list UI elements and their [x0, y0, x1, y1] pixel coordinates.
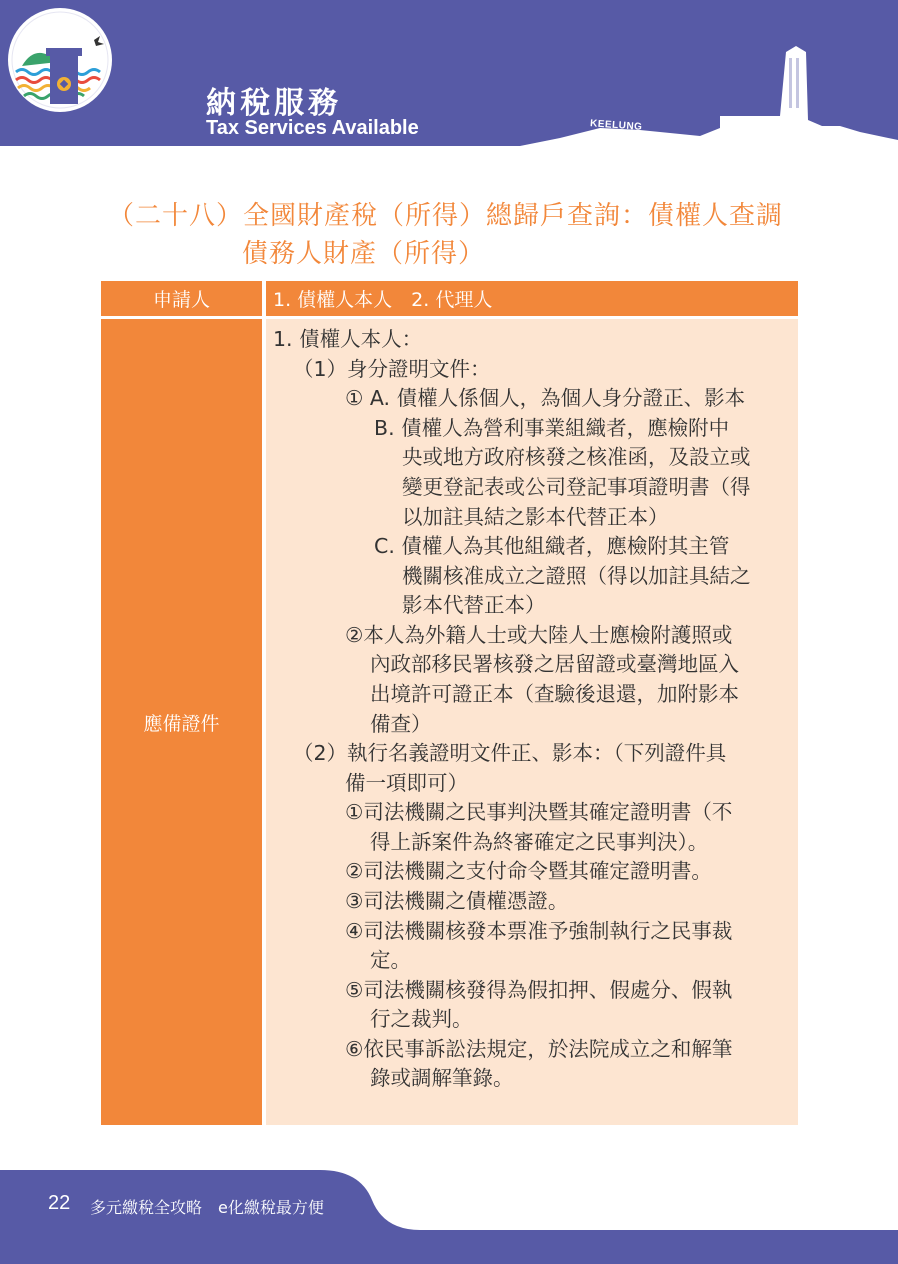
doc-line: ④司法機關核發本票准予強制執行之民事裁: [345, 919, 733, 943]
doc-line: 定。: [370, 948, 411, 972]
doc-line: 出境許可證正本（查驗後退還，加附影本: [370, 682, 739, 706]
doc-line: 變更登記表或公司登記事項證明書（得: [402, 475, 751, 499]
doc-line: ①司法機關之民事判決暨其確定證明書（不: [345, 800, 733, 824]
doc-line: 1. 債權人本人：: [273, 327, 423, 351]
doc-line: 備一項即可）: [345, 771, 468, 795]
doc-line: 備查）: [370, 712, 432, 736]
doc-line: （2）執行名義證明文件正、影本：（下列證件具: [293, 741, 727, 765]
brand-title-zh: 納稅服務: [206, 86, 342, 121]
doc-line: B. 債權人為營利事業組織者，應檢附中: [374, 416, 730, 440]
doc-line: 影本代替正本）: [402, 593, 546, 617]
documents-label: 應備證件: [101, 319, 262, 1125]
doc-line: ②本人為外籍人士或大陸人士應檢附護照或: [345, 623, 733, 647]
doc-line: 行之裁判。: [370, 1007, 473, 1031]
header-banner: [0, 0, 898, 150]
doc-line: （1）身分證明文件：: [293, 357, 491, 381]
doc-line: 錄或調解筆錄。: [370, 1066, 514, 1090]
brand-title-en: Tax Services Available: [206, 117, 419, 139]
requirements-table: [101, 281, 798, 1125]
doc-line: 機關核准成立之證照（得以加註具結之: [402, 564, 751, 588]
skyline-label: KEELUNG: [589, 118, 643, 133]
keelung-logo: [0, 0, 120, 120]
doc-line: ②司法機關之支付命令暨其確定證明書。: [345, 859, 712, 883]
doc-line: ⑥依民事訴訟法規定，於法院成立之和解筆: [345, 1037, 733, 1061]
page-header: [0, 0, 898, 150]
doc-line: ⑤司法機關核發得為假扣押、假處分、假執: [345, 978, 733, 1002]
page-footer: [0, 1170, 898, 1264]
applicant-label: 申請人: [101, 281, 262, 316]
section-title: [108, 197, 828, 273]
applicant-value: 1. 債權人本人 2. 代理人: [266, 281, 798, 316]
doc-line: ① A. 債權人係個人，為個人身分證正、影本: [345, 386, 746, 410]
doc-line: ③司法機關之債權憑證。: [345, 889, 569, 913]
doc-line: 內政部移民署核發之居留證或臺灣地區入: [370, 652, 739, 676]
page-number: 22: [48, 1192, 71, 1214]
footer-text: 多元繳稅全攻略 e化繳稅最方便: [90, 1198, 324, 1217]
section-title-line-2: 債務人財產（所得）: [242, 239, 486, 269]
section-title-line-1: （二十八）全國財產稅（所得）總歸戶查詢：債權人查調: [108, 201, 784, 231]
doc-line: C. 債權人為其他組織者，應檢附其主管: [374, 534, 730, 558]
doc-line: 央或地方政府核發之核准函，及設立或: [402, 445, 751, 469]
doc-line: 以加註具結之影本代替正本）: [402, 505, 669, 529]
documents-cell: [266, 319, 798, 1125]
doc-line: 得上訴案件為終審確定之民事判決）。: [370, 830, 709, 854]
